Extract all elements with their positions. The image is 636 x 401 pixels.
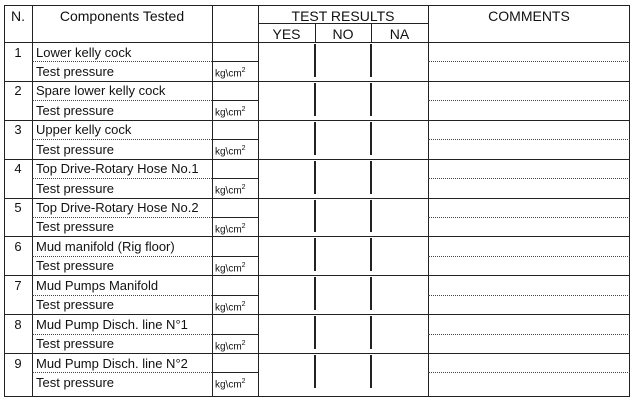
pressure-value-cell[interactable] [212, 236, 258, 255]
pressure-unit [215, 221, 246, 236]
pressure-unit [215, 299, 246, 314]
pressure-value-cell[interactable] [212, 314, 258, 333]
component-name: Top Drive-Rotary Hose No.2 [36, 200, 199, 216]
comment-cell[interactable] [428, 100, 630, 119]
comment-cell[interactable] [428, 372, 630, 391]
test-pressure-label: Test pressure [36, 336, 115, 352]
comment-cell[interactable] [428, 61, 630, 80]
row-number: 4 [14, 161, 22, 177]
pressure-unit-exponent: 2 [241, 300, 246, 308]
result-cell-yes[interactable] [258, 353, 315, 392]
test-pressure-label: Test pressure [36, 180, 115, 196]
row-number: 5 [14, 200, 22, 216]
pressure-unit-base: kg\cm [215, 379, 242, 391]
header-components-tested: Components Tested [59, 8, 185, 24]
result-cell-no[interactable] [315, 81, 371, 120]
result-cell-na[interactable] [371, 275, 428, 314]
component-name: Mud Pumps Manifold [36, 277, 159, 293]
component-name: Mud Pump Disch. line N°2 [36, 355, 188, 371]
column-divider [371, 23, 372, 42]
pressure-unit-base: kg\cm [215, 107, 242, 119]
pressure-unit-exponent: 2 [241, 339, 246, 347]
comment-cell[interactable] [428, 314, 630, 333]
row-number: 9 [14, 355, 22, 371]
result-cell-yes[interactable] [258, 275, 315, 314]
pressure-unit [215, 338, 246, 353]
row-separator [212, 334, 258, 335]
result-cell-no[interactable] [315, 159, 371, 198]
pressure-value-cell[interactable] [212, 198, 258, 217]
comment-cell[interactable] [428, 42, 630, 61]
pressure-unit [215, 65, 246, 80]
comment-cell[interactable] [428, 81, 630, 100]
pressure-unit-exponent: 2 [241, 222, 246, 230]
result-cell-na[interactable] [371, 353, 428, 392]
row-separator [212, 61, 258, 62]
result-cell-yes[interactable] [258, 120, 315, 159]
pressure-unit-exponent: 2 [241, 106, 246, 114]
pressure-unit [215, 104, 246, 119]
row-number: 8 [14, 316, 22, 332]
result-cell-no[interactable] [315, 236, 371, 275]
result-cell-na[interactable] [371, 314, 428, 353]
row-number: 3 [14, 122, 22, 138]
test-pressure-label: Test pressure [36, 102, 115, 118]
pressure-unit-exponent: 2 [241, 378, 246, 386]
header-number: N. [11, 8, 25, 24]
comment-cell[interactable] [428, 198, 630, 217]
comment-cell[interactable] [428, 353, 630, 372]
pressure-unit-base: kg\cm [215, 146, 242, 158]
pressure-unit [215, 376, 246, 391]
result-cell-yes[interactable] [258, 42, 315, 81]
pressure-unit-base: kg\cm [215, 340, 242, 352]
row-number: 6 [14, 238, 22, 254]
header-subdivider [258, 23, 428, 24]
pressure-unit [215, 182, 246, 197]
result-cell-na[interactable] [371, 159, 428, 198]
row-separator [212, 217, 258, 218]
header-yes: YES [272, 26, 301, 42]
pressure-value-cell[interactable] [212, 353, 258, 372]
pressure-value-cell[interactable] [212, 159, 258, 178]
result-cell-yes[interactable] [258, 314, 315, 353]
row-separator [212, 256, 258, 257]
header-na: NA [389, 26, 410, 42]
test-pressure-label: Test pressure [36, 374, 115, 390]
pressure-unit-exponent: 2 [241, 145, 246, 153]
comment-cell[interactable] [428, 295, 630, 314]
result-cell-no[interactable] [315, 275, 371, 314]
pressure-unit-exponent: 2 [241, 67, 246, 75]
test-pressure-label: Test pressure [36, 219, 115, 235]
pressure-value-cell[interactable] [212, 42, 258, 61]
result-cell-yes[interactable] [258, 198, 315, 237]
pressure-value-cell[interactable] [212, 120, 258, 139]
component-name: Spare lower kelly cock [36, 83, 166, 99]
comment-cell[interactable] [428, 256, 630, 275]
result-cell-na[interactable] [371, 198, 428, 237]
comment-cell[interactable] [428, 120, 630, 139]
row-number: 1 [14, 44, 22, 60]
comment-cell[interactable] [428, 217, 630, 236]
row-number: 2 [14, 83, 22, 99]
header-comments: COMMENTS [488, 8, 570, 24]
row-separator [212, 295, 258, 296]
test-pressure-label: Test pressure [36, 297, 115, 313]
pressure-unit [215, 260, 246, 275]
component-name: Top Drive-Rotary Hose No.1 [36, 161, 199, 177]
comment-cell[interactable] [428, 139, 630, 158]
test-pressure-label: Test pressure [36, 63, 115, 79]
pressure-unit-base: kg\cm [215, 185, 242, 197]
header-no: NO [332, 26, 354, 42]
row-number: 7 [14, 277, 22, 293]
pressure-unit-exponent: 2 [241, 184, 246, 192]
pressure-unit-base: kg\cm [215, 302, 242, 314]
result-cell-na[interactable] [371, 81, 428, 120]
comment-cell[interactable] [428, 178, 630, 197]
result-cell-no[interactable] [315, 198, 371, 237]
component-name: Lower kelly cock [36, 44, 132, 60]
row-separator [212, 139, 258, 140]
component-name: Mud Pump Disch. line N°1 [36, 316, 188, 332]
result-cell-yes[interactable] [258, 81, 315, 120]
header-test-results: TEST RESULTS [291, 8, 395, 24]
comment-cell[interactable] [428, 159, 630, 178]
comment-cell[interactable] [428, 334, 630, 353]
comment-cell[interactable] [428, 275, 630, 294]
result-cell-no[interactable] [315, 353, 371, 392]
pressure-unit-base: kg\cm [215, 263, 242, 275]
result-cell-yes[interactable] [258, 236, 315, 275]
result-cell-na[interactable] [371, 42, 428, 81]
pressure-unit-base: kg\cm [215, 224, 242, 236]
pressure-unit-exponent: 2 [241, 261, 246, 269]
row-separator [212, 178, 258, 179]
row-separator [212, 100, 258, 101]
result-cell-na[interactable] [371, 236, 428, 275]
result-cell-na[interactable] [371, 120, 428, 159]
result-cell-no[interactable] [315, 120, 371, 159]
component-name: Mud manifold (Rig floor) [36, 238, 175, 254]
pressure-value-cell[interactable] [212, 275, 258, 294]
row-separator [212, 372, 258, 373]
test-pressure-label: Test pressure [36, 258, 115, 274]
test-results-form [4, 5, 630, 397]
test-pressure-label: Test pressure [36, 141, 115, 157]
comment-cell[interactable] [428, 236, 630, 255]
column-divider [315, 23, 316, 42]
result-cell-yes[interactable] [258, 159, 315, 198]
component-name: Upper kelly cock [36, 122, 132, 138]
column-divider [32, 5, 33, 397]
result-cell-no[interactable] [315, 314, 371, 353]
result-cell-no[interactable] [315, 42, 371, 81]
pressure-unit-base: kg\cm [215, 68, 242, 80]
pressure-value-cell[interactable] [212, 81, 258, 100]
pressure-unit [215, 143, 246, 158]
